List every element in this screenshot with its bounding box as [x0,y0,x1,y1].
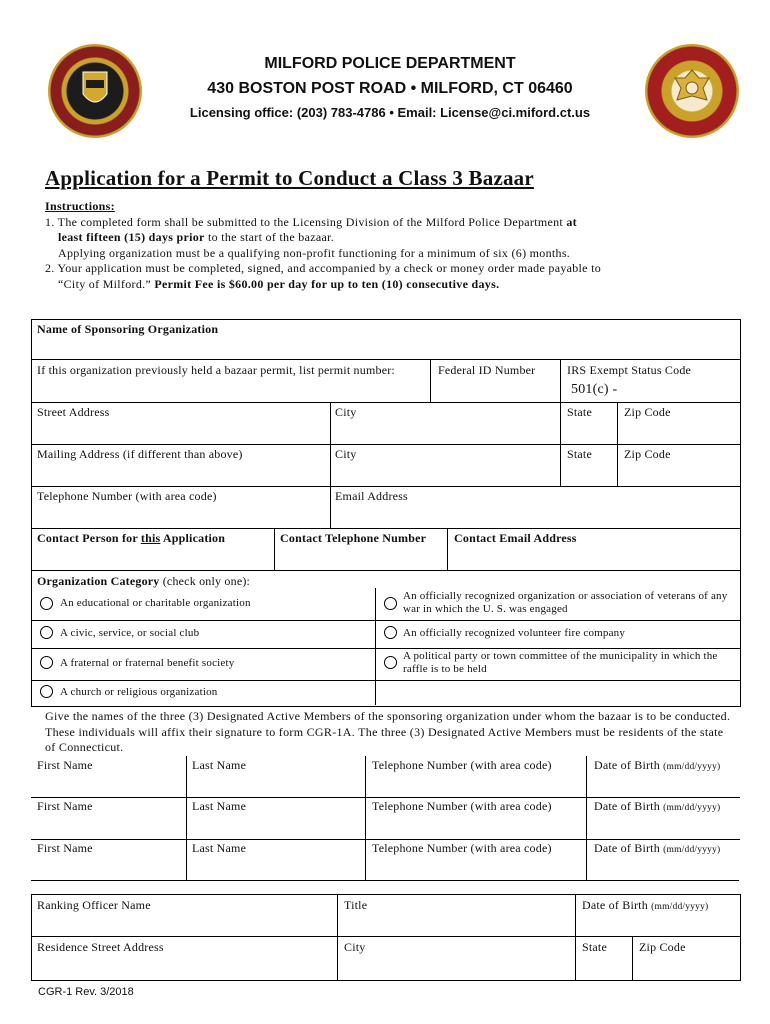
left-police-seal [48,44,142,138]
zip-field[interactable]: Zip Code [624,405,671,419]
member1-dob-fmt: (mm/dd/yyyy) [663,762,721,772]
form-title: Application for a Permit to Conduct a Class 3 Bazaar [45,166,534,190]
member3-phone[interactable]: Telephone Number (with area code) [372,841,552,855]
option-fire-company: An officially recognized volunteer fire company [403,627,626,639]
category-heading [37,574,250,589]
officer-city-field[interactable]: City [344,940,366,954]
mailing-zip-field[interactable]: Zip Code [624,447,671,461]
officer-zip-field[interactable]: Zip Code [639,940,686,954]
instr-1c: least fifteen (15) days prior [58,230,205,244]
category-heading-b: (check only one): [159,574,251,588]
option-civic: A civic, service, or social club [60,627,200,639]
irs-prefill: 501(c) - [571,382,618,397]
department-contact: Licensing office: (203) 783-4786 • Email: License@ci.miford.ct.us [189,105,591,120]
radio-fire-company[interactable] [384,626,397,639]
contact-email-field[interactable]: Contact Email Address [454,531,577,545]
member3-first-name[interactable]: First Name [37,841,93,855]
state-field[interactable]: State [567,405,592,419]
instructions [45,199,735,292]
instr-2a: 2. Your application must be completed, signed, and accompanied by a check or money order made payable to [45,261,602,275]
shield-icon [48,44,142,138]
city-field[interactable]: City [335,405,357,419]
instructions-heading: Instructions: [45,199,115,213]
officer-name-field[interactable]: Ranking Officer Name [37,898,151,912]
contact-person-field[interactable] [37,531,225,546]
member3-dob-label: Date of Birth [594,841,664,855]
contact-c: Application [160,531,226,545]
badge-icon [645,44,739,138]
email-field[interactable]: Email Address [335,489,408,503]
officer-state-field[interactable]: State [582,940,607,954]
radio-church[interactable] [40,685,53,698]
category-heading-a: Organization Category [37,574,160,588]
mailing-address-field[interactable]: Mailing Address (if different than above) [37,447,243,461]
instr-2b: “City of Milford.” [58,276,155,291]
instr-1b: at [566,214,577,229]
officer-dob-field[interactable] [582,898,708,913]
irs-code-field[interactable]: IRS Exempt Status Code [567,363,692,377]
option-educational: An educational or charitable organization [60,597,251,609]
member1-first-name[interactable]: First Name [37,758,93,772]
radio-veterans[interactable] [384,597,397,610]
officer-title-field[interactable]: Title [344,898,368,912]
instr-1d: to the start of the bazaar. [204,230,335,244]
mailing-state-field[interactable]: State [567,447,592,461]
right-police-seal [645,44,739,138]
option-fraternal: A fraternal or fraternal benefit society [60,657,235,669]
member1-dob-label: Date of Birth [594,758,664,772]
member2-dob[interactable] [594,799,720,814]
member1-phone[interactable]: Telephone Number (with area code) [372,758,552,772]
member2-last-name[interactable]: Last Name [192,799,247,813]
option-veterans: An officially recognized organization or association of veterans of any war in which the U. S. was engaged [403,590,728,615]
mailing-city-field[interactable]: City [335,447,357,461]
member2-first-name[interactable]: First Name [37,799,93,813]
prev-permit-field[interactable]: If this organization previously held a bazaar permit, list permit number: [37,363,395,377]
radio-civic[interactable] [40,626,53,639]
member1-last-name[interactable]: Last Name [192,758,247,772]
member2-phone[interactable]: Telephone Number (with area code) [372,799,552,813]
contact-b: this [140,531,161,545]
instr-1a: 1. The completed form shall be submitted to the Licensing Division of the Milford Police Department [45,214,567,229]
member2-dob-fmt: (mm/dd/yyyy) [663,803,721,813]
federal-id-field[interactable]: Federal ID Number [438,363,536,377]
member2-dob-label: Date of Birth [594,799,664,813]
form-revision: CGR-1 Rev. 3/2018 [38,986,134,998]
street-address-field[interactable]: Street Address [37,405,110,419]
officer-residence-field[interactable]: Residence Street Address [37,940,164,954]
members-table [31,756,739,881]
officer-dob-label: Date of Birth [582,898,652,912]
radio-political[interactable] [384,656,397,669]
instr-1e: Applying organization must be a qualifying non-profit functioning for a minimum of six (6) months. [58,245,571,260]
radio-educational[interactable] [40,597,53,610]
member3-dob[interactable] [594,841,720,856]
members-intro: Give the names of the three (3) Designated Active Members of the sponsoring organization under whom the bazaar is to be conducted. These individuals will affix their signature to form CGR-1A. The three (3) Designated Active Members must be residents of the state of Connecticut. [45,709,731,754]
officer-dob-fmt: (mm/dd/yyyy) [651,902,709,912]
department-name: MILFORD POLICE DEPARTMENT [264,55,516,72]
member1-dob[interactable] [594,758,720,773]
member3-last-name[interactable]: Last Name [192,841,247,855]
option-church: A church or religious organization [60,686,218,698]
contact-a: Contact Person for [37,531,141,545]
telephone-field[interactable]: Telephone Number (with area code) [37,489,217,503]
instr-2c: Permit Fee is $60.00 per day for up to ten (10) consecutive days. [154,276,500,291]
sponsoring-org-field[interactable]: Name of Sponsoring Organization [37,322,219,336]
option-political: A political party or town committee of the municipality in which the raffle is to be held [403,650,718,675]
member3-dob-fmt: (mm/dd/yyyy) [663,845,721,855]
radio-fraternal[interactable] [40,656,53,669]
department-address: 430 BOSTON POST ROAD • MILFORD, CT 06460 [207,80,573,97]
contact-phone-field[interactable]: Contact Telephone Number [280,531,427,545]
